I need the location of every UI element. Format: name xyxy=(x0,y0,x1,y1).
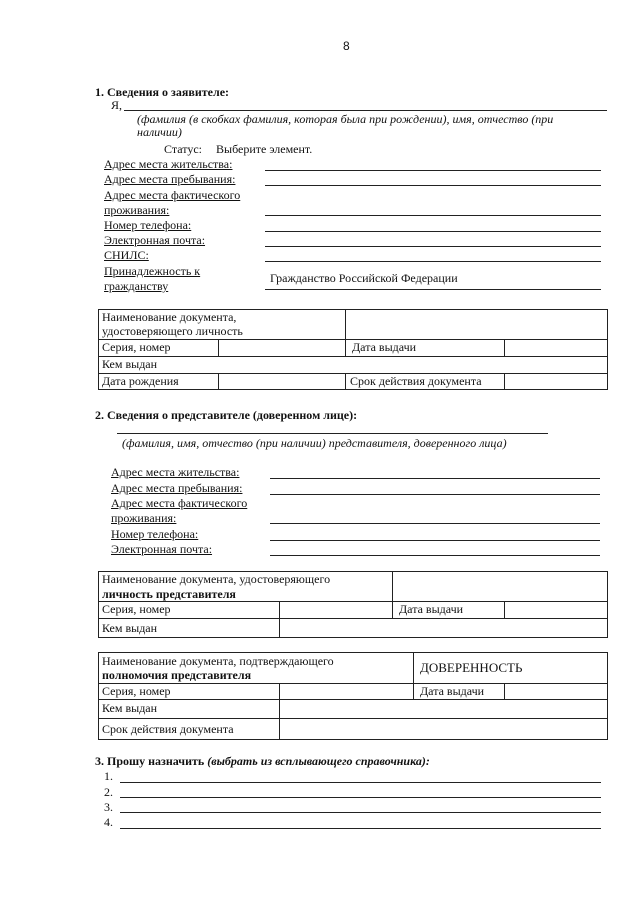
section-3-title: 3. Прошу назначить xyxy=(95,754,205,768)
id-issued-by-label: Кем выдан xyxy=(102,357,158,371)
citizenship-field xyxy=(265,289,601,290)
phone-field[interactable] xyxy=(265,231,601,232)
id-series-label: Серия, номер xyxy=(102,340,171,354)
request-item-3-number: 3. xyxy=(104,800,113,814)
residence-label: Адрес места жительства: xyxy=(104,157,233,171)
rep-phone-label: Номер телефона: xyxy=(111,527,199,541)
request-item-4-number: 4. xyxy=(104,815,113,829)
residence-field[interactable] xyxy=(265,170,601,171)
section-2-heading: 2. Сведения о представителе (доверенном лице): xyxy=(95,408,358,422)
rep-doc-name-label-1: Наименование документа, удостоверяющего xyxy=(102,572,331,586)
rep-residence-label: Адрес места жительства: xyxy=(111,465,240,479)
rep-actual-label-2: проживания: xyxy=(111,511,177,525)
section-3-hint: (выбрать из всплывающего справочника): xyxy=(207,754,430,768)
actual-address-label-2: проживания: xyxy=(104,203,170,217)
rep-actual-field[interactable] xyxy=(270,523,600,524)
citizenship-label-2: гражданству xyxy=(104,279,169,293)
status-label: Статус: xyxy=(164,142,202,156)
phone-label: Номер телефона: xyxy=(104,218,192,232)
auth-doc-name-label-1: Наименование документа, подтверждающего xyxy=(102,654,334,668)
request-item-2-field[interactable] xyxy=(120,797,601,798)
section-1-heading: 1. Сведения о заявителе: xyxy=(95,85,230,99)
id-birth-date-label: Дата рождения xyxy=(102,374,179,388)
actual-address-field[interactable] xyxy=(265,215,601,216)
email-label: Электронная почта: xyxy=(104,233,206,247)
stay-field[interactable] xyxy=(265,185,601,186)
representative-fio-field[interactable] xyxy=(117,433,548,434)
auth-issue-date-label: Дата выдачи xyxy=(420,684,485,698)
auth-issued-by-label: Кем выдан xyxy=(102,701,158,715)
request-item-3-field[interactable] xyxy=(120,812,601,813)
rep-phone-field[interactable] xyxy=(270,540,600,541)
request-item-1-number: 1. xyxy=(104,769,113,783)
rep-stay-label: Адрес места пребывания: xyxy=(111,481,243,495)
actual-address-label-1: Адрес места фактического xyxy=(104,188,241,202)
auth-doc-value[interactable]: ДОВЕРЕННОСТЬ xyxy=(420,660,523,675)
rep-issue-date-label: Дата выдачи xyxy=(399,602,464,616)
auth-validity-label: Срок действия документа xyxy=(102,722,234,736)
id-doc-name-label-2: удостоверяющего личность xyxy=(102,324,243,338)
applicant-ya-label: Я, xyxy=(111,98,123,112)
rep-issued-by-label: Кем выдан xyxy=(102,621,158,635)
id-doc-name-label-1: Наименование документа, xyxy=(102,310,237,324)
stay-label: Адрес места пребывания: xyxy=(104,172,236,186)
request-item-4-field[interactable] xyxy=(120,828,601,829)
rep-residence-field[interactable] xyxy=(270,478,600,479)
auth-series-label: Серия, номер xyxy=(102,684,171,698)
rep-email-field[interactable] xyxy=(270,555,600,556)
citizenship-value[interactable]: Гражданство Российской Федерации xyxy=(270,271,458,285)
status-select[interactable]: Выберите элемент. xyxy=(216,142,313,156)
request-item-1-field[interactable] xyxy=(120,782,601,783)
section-3-heading xyxy=(95,755,430,768)
representative-fio-hint: (фамилия, имя, отчество (при наличии) представителя, доверенного лица) xyxy=(122,436,507,450)
rep-doc-name-label-2: личность представителя xyxy=(102,587,236,601)
rep-series-label: Серия, номер xyxy=(102,602,171,616)
auth-doc-name-label-2: полномочия представителя xyxy=(102,668,252,682)
applicant-fio-hint-1: (фамилия (в скобках фамилия, которая была при рождении), имя, отчество (при наличии) xyxy=(137,112,554,139)
snils-label: СНИЛС: xyxy=(104,248,149,262)
request-item-2-number: 2. xyxy=(104,785,113,799)
id-validity-label: Срок действия документа xyxy=(350,374,482,388)
page-number: 8 xyxy=(343,39,350,53)
rep-email-label: Электронная почта: xyxy=(111,542,213,556)
rep-stay-field[interactable] xyxy=(270,494,600,495)
rep-actual-label-1: Адрес места фактического xyxy=(111,496,248,510)
email-field[interactable] xyxy=(265,246,601,247)
citizenship-label-1: Принадлежность к xyxy=(104,264,201,278)
applicant-fio-field[interactable] xyxy=(124,110,607,111)
id-issue-date-label: Дата выдачи xyxy=(352,340,417,354)
snils-field[interactable] xyxy=(265,261,601,262)
